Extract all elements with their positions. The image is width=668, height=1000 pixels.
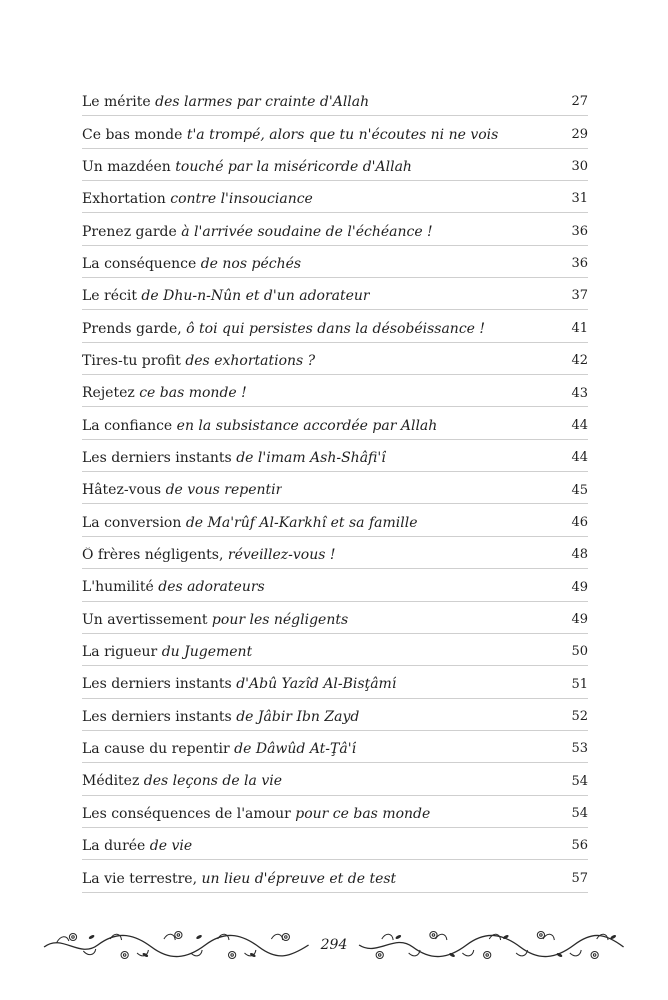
toc-entry-title: La rigueur du Jugement <box>82 644 253 661</box>
toc-row[interactable] <box>82 246 588 278</box>
toc-entry-title: La confiance en la subsistance accordée par Allah <box>82 417 438 434</box>
toc-row[interactable] <box>82 569 588 601</box>
toc-entry-title: La conséquence de nos péchés <box>82 255 302 272</box>
toc-row[interactable] <box>82 602 588 634</box>
toc-entry-title: La cause du repentir de Dâwûd At-Ţâ'î <box>82 741 357 758</box>
toc-entry-title: Les derniers instants de Jâbir Ibn Zayd <box>82 708 360 725</box>
toc-page-number: 43 <box>571 385 588 401</box>
toc-row[interactable] <box>82 796 588 828</box>
floral-ornament-right-icon <box>357 925 626 965</box>
toc-page-number: 49 <box>571 579 588 595</box>
toc-row[interactable] <box>82 504 588 536</box>
toc-entry-title: Tires-tu profit des exhortations ? <box>82 353 316 369</box>
toc-entry-title: Prenez garde à l'arrivée soudaine de l'échéance ! <box>82 223 433 240</box>
toc-row[interactable] <box>82 537 588 569</box>
toc-page-number: 44 <box>571 417 588 433</box>
toc-row[interactable] <box>82 278 588 310</box>
toc-page-number: 44 <box>571 450 588 466</box>
toc-entry-title: L'humilité des adorateurs <box>82 579 265 596</box>
floral-ornament-left-icon <box>42 925 311 965</box>
toc-row[interactable] <box>82 181 588 213</box>
page-footer <box>42 925 626 965</box>
toc-page-number: 53 <box>571 741 588 757</box>
toc-row[interactable] <box>82 472 588 504</box>
toc-page-number: 41 <box>571 320 588 336</box>
toc-row[interactable] <box>82 407 588 439</box>
toc-row[interactable] <box>82 828 588 860</box>
toc-page-number: 48 <box>571 547 588 563</box>
toc-page-number: 56 <box>571 838 588 854</box>
toc-entry-title: Un mazdéen touché par la miséricorde d'Allah <box>82 158 412 175</box>
toc-entry-title: Un avertissement pour les négligents <box>82 611 349 628</box>
toc-row[interactable] <box>82 375 588 407</box>
toc-row[interactable] <box>82 666 588 698</box>
toc-entry-title: Ce bas monde t'a trompé, alors que tu n'écoutes ni ne vois <box>82 126 499 143</box>
toc-page-number: 50 <box>571 644 588 660</box>
toc-page-number: 36 <box>571 256 588 272</box>
toc-page-number: 57 <box>571 870 588 886</box>
toc-page-number: 54 <box>571 773 588 789</box>
toc-entry-title: Prends garde, ô toi qui persistes dans la désobéissance ! <box>82 320 486 337</box>
toc-page-number: 29 <box>571 126 588 142</box>
toc-page-number: 45 <box>571 482 588 498</box>
toc-row[interactable] <box>82 731 588 763</box>
toc-page-number: 54 <box>571 805 588 821</box>
page-number: 294 <box>320 937 348 953</box>
toc-page-number: 49 <box>571 611 588 627</box>
toc-entry-title: Les conséquences de l'amour pour ce bas monde <box>82 805 431 822</box>
toc-row[interactable] <box>82 149 588 181</box>
toc-page-number: 52 <box>571 708 588 724</box>
toc-entry-title: Le récit de Dhu-n-Nûn et d'un adorateur <box>82 288 370 305</box>
toc-page-number: 27 <box>571 94 588 110</box>
table-of-contents <box>82 84 588 893</box>
toc-row[interactable] <box>82 343 588 375</box>
toc-entry-title: Hâtez-vous de vous repentir <box>82 482 283 499</box>
toc-row[interactable] <box>82 84 588 116</box>
toc-page-number: 42 <box>571 353 588 369</box>
toc-entry-title: Le mérite des larmes par crainte d'Allah <box>82 94 370 111</box>
toc-entry-title: Méditez des leçons de la vie <box>82 773 283 790</box>
toc-row[interactable] <box>82 440 588 472</box>
toc-row[interactable] <box>82 860 588 892</box>
toc-page-number: 30 <box>571 159 588 175</box>
toc-row[interactable] <box>82 310 588 342</box>
toc-row[interactable] <box>82 213 588 245</box>
toc-entry-title: La vie terrestre, un lieu d'épreuve et de test <box>82 870 397 887</box>
toc-page-number: 51 <box>571 676 588 692</box>
toc-page-number: 37 <box>571 288 588 304</box>
toc-page-number: 36 <box>571 223 588 239</box>
toc-entry-title: Rejetez ce bas monde ! <box>82 385 247 402</box>
toc-entry-title: La conversion de Ma'rûf Al-Karkhî et sa famille <box>82 514 418 531</box>
toc-entry-title: La durée de vie <box>82 838 193 855</box>
toc-entry-title: Exhortation contre l'insouciance <box>82 191 313 208</box>
toc-entry-title: Les derniers instants de l'imam Ash-Shâfi'î <box>82 450 386 467</box>
toc-row[interactable] <box>82 763 588 795</box>
toc-row[interactable] <box>82 634 588 666</box>
toc-row[interactable] <box>82 116 588 148</box>
toc-row[interactable] <box>82 699 588 731</box>
toc-page-number: 46 <box>571 514 588 530</box>
toc-entry-title: Ô frères négligents, réveillez-vous ! <box>82 547 336 564</box>
toc-entry-title: Les derniers instants d'Abû Yazîd Al-Bisţâmî <box>82 676 397 693</box>
toc-page-number: 31 <box>571 191 588 207</box>
